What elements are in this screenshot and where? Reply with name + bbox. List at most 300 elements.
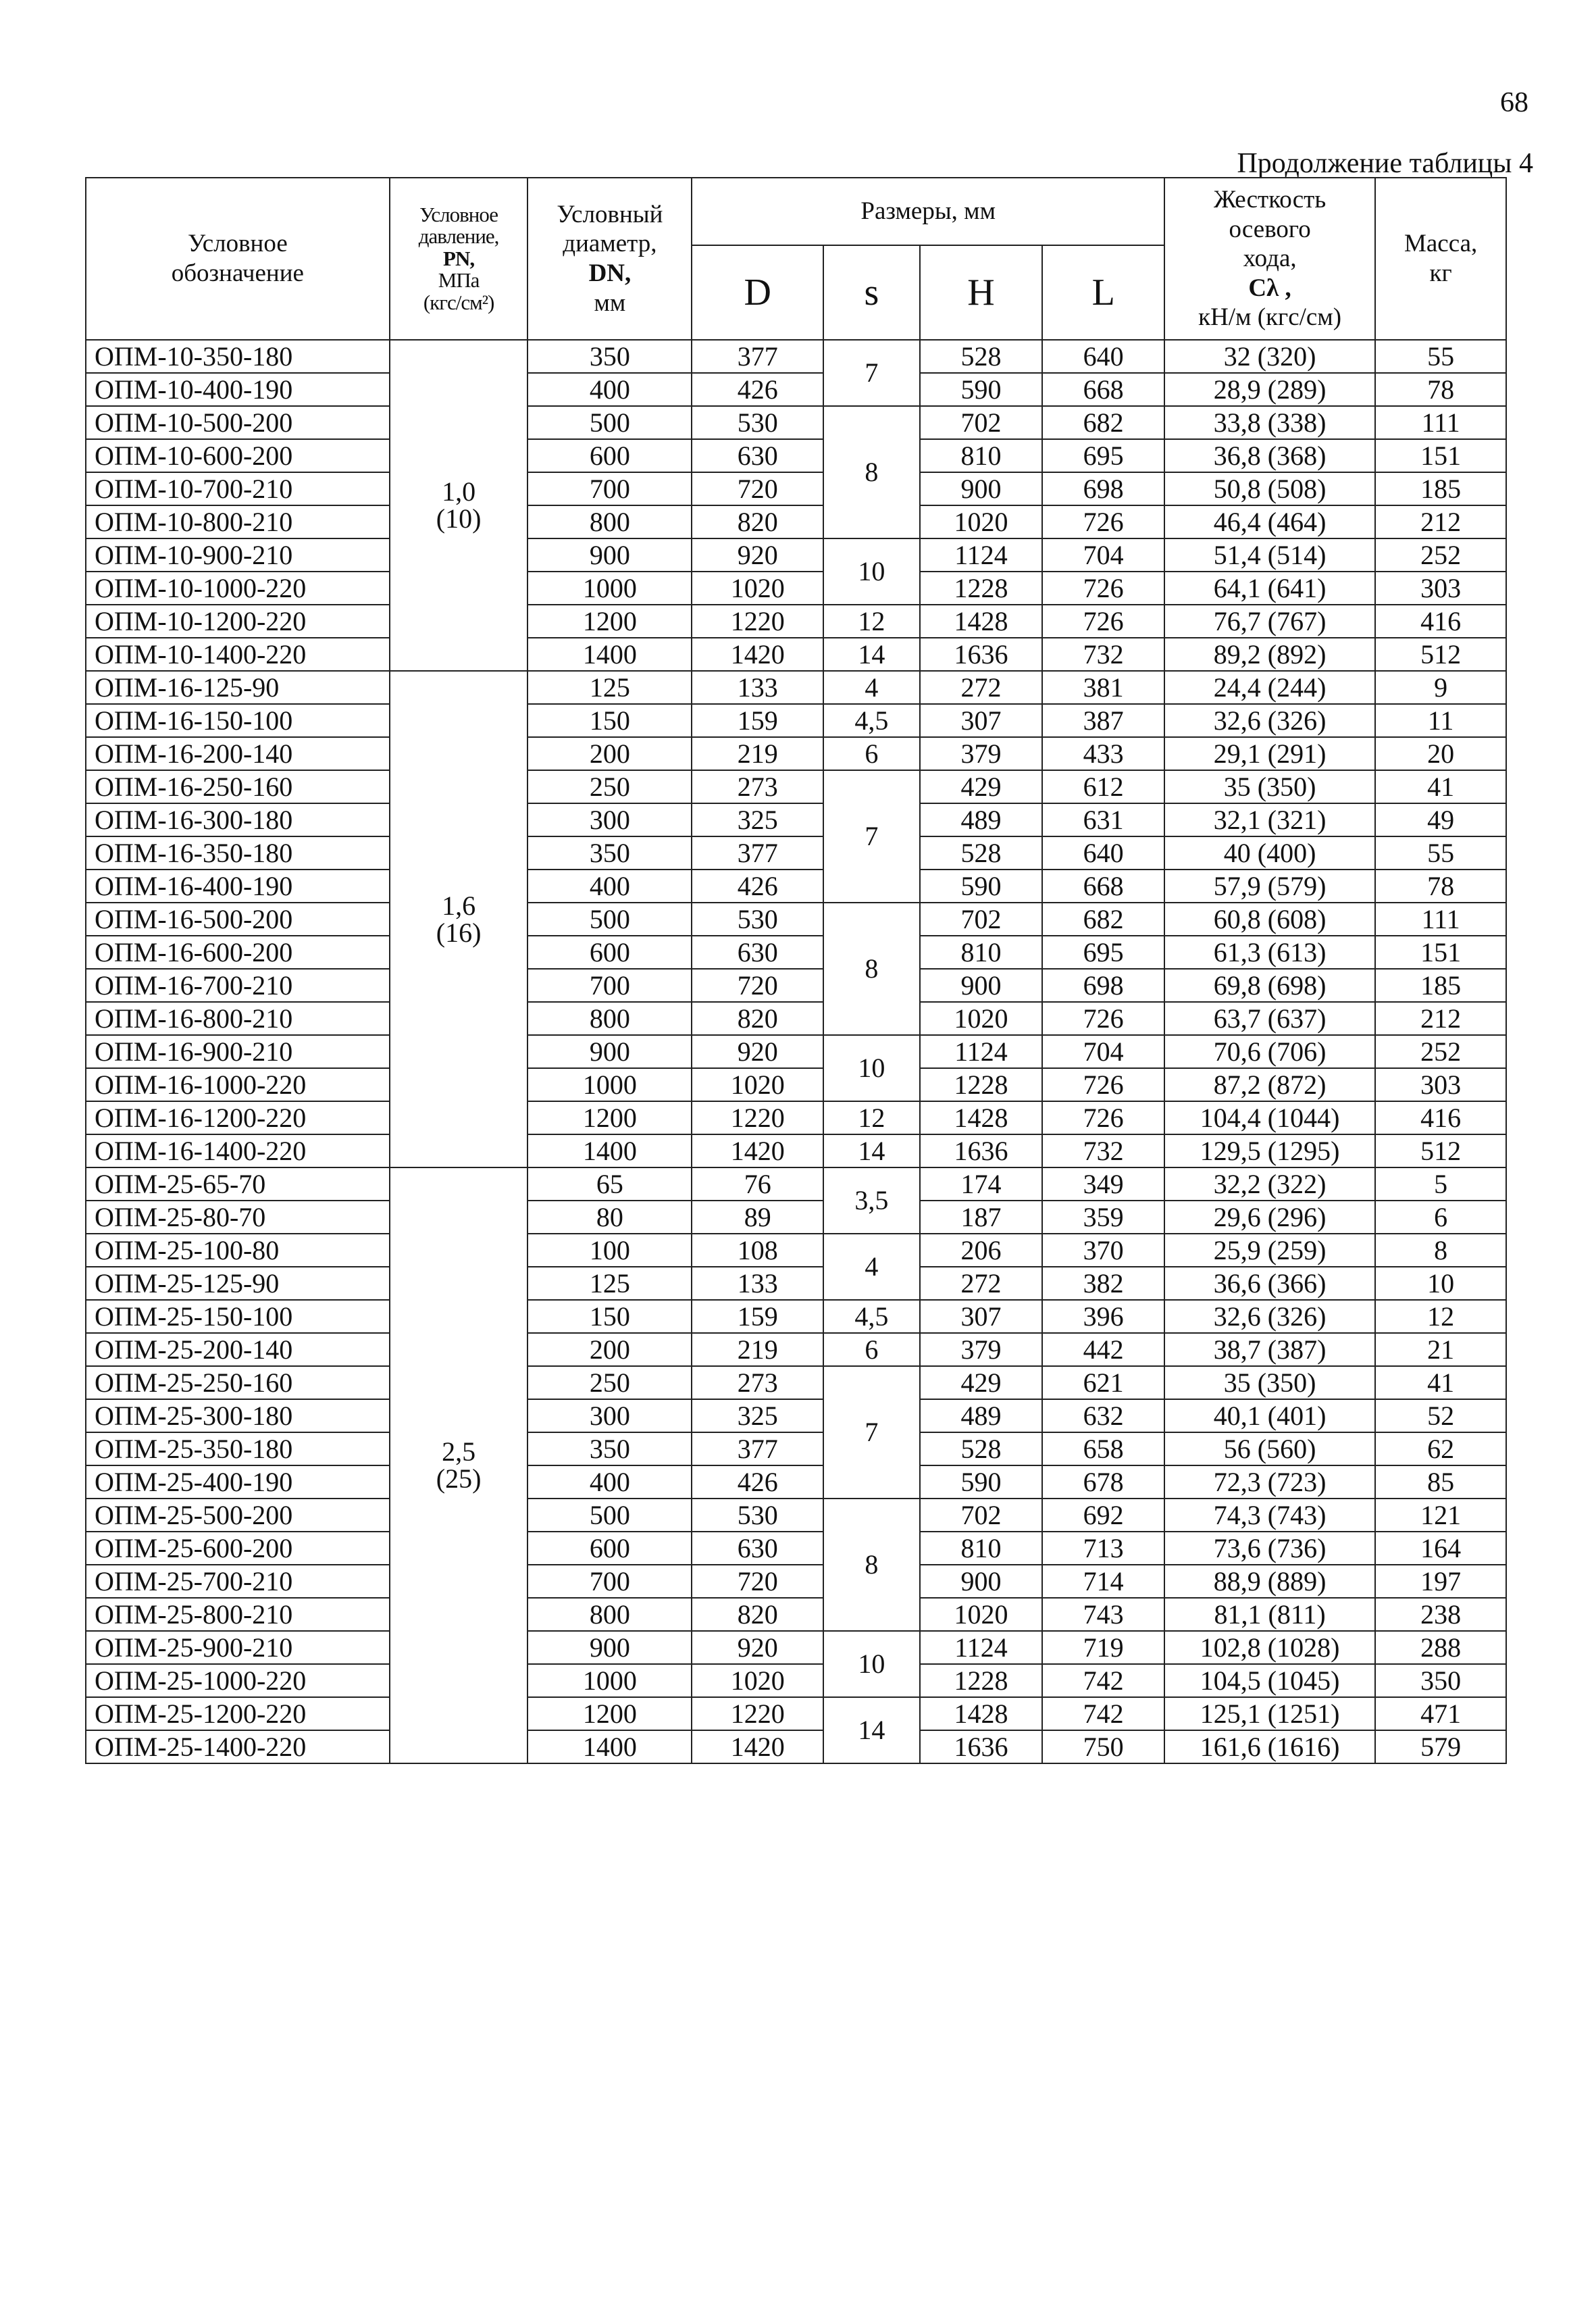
stiffness-cell: 32,6 (326)	[1164, 1300, 1375, 1333]
l-cell: 678	[1042, 1465, 1164, 1499]
stiffness-cell: 40 (400)	[1164, 836, 1375, 870]
l-cell: 714	[1042, 1565, 1164, 1598]
s-cell: 8	[823, 903, 920, 1035]
mass-cell: 8	[1375, 1234, 1506, 1267]
stiffness-cell: 161,6 (1616)	[1164, 1730, 1375, 1763]
mass-cell: 9	[1375, 671, 1506, 704]
table-row	[86, 704, 1506, 737]
s-cell: 10	[823, 538, 920, 605]
designation-cell: ОПМ-16-150-100	[86, 704, 390, 737]
stiffness-cell: 51,4 (514)	[1164, 538, 1375, 572]
l-cell: 370	[1042, 1234, 1164, 1267]
mass-cell: 350	[1375, 1664, 1506, 1697]
d-cell: 720	[692, 969, 823, 1002]
designation-cell: ОПМ-16-600-200	[86, 936, 390, 969]
dn-cell: 500	[527, 406, 692, 439]
h-cell: 1636	[920, 638, 1043, 671]
stiffness-cell: 81,1 (811)	[1164, 1598, 1375, 1631]
stiffness-cell: 89,2 (892)	[1164, 638, 1375, 671]
mass-cell: 288	[1375, 1631, 1506, 1664]
header-mass: Масса, кг	[1375, 178, 1506, 340]
mass-cell: 12	[1375, 1300, 1506, 1333]
stiffness-cell: 76,7 (767)	[1164, 605, 1375, 638]
d-cell: 920	[692, 1631, 823, 1664]
dn-cell: 400	[527, 373, 692, 406]
d-cell: 920	[692, 1035, 823, 1068]
dn-cell: 900	[527, 1035, 692, 1068]
h-cell: 429	[920, 770, 1043, 803]
mass-cell: 11	[1375, 704, 1506, 737]
dn-cell: 1200	[527, 605, 692, 638]
h-cell: 900	[920, 969, 1043, 1002]
s-cell: 6	[823, 1333, 920, 1366]
designation-cell: ОПМ-10-1400-220	[86, 638, 390, 671]
l-cell: 695	[1042, 439, 1164, 472]
s-cell: 4,5	[823, 704, 920, 737]
dn-cell: 1400	[527, 638, 692, 671]
dn-cell: 600	[527, 936, 692, 969]
table-row	[86, 1134, 1506, 1167]
l-cell: 631	[1042, 803, 1164, 836]
table-row	[86, 1201, 1506, 1234]
mass-cell: 111	[1375, 903, 1506, 936]
header-dimensions: Размеры, мм	[692, 178, 1164, 245]
table-row	[86, 572, 1506, 605]
h-cell: 272	[920, 671, 1043, 704]
dn-cell: 400	[527, 870, 692, 903]
dn-cell: 125	[527, 671, 692, 704]
s-cell: 7	[823, 770, 920, 903]
d-cell: 720	[692, 1565, 823, 1598]
dn-cell: 65	[527, 1167, 692, 1201]
dn-cell: 150	[527, 704, 692, 737]
mass-cell: 185	[1375, 472, 1506, 505]
mass-cell: 41	[1375, 1366, 1506, 1399]
dn-cell: 1200	[527, 1697, 692, 1730]
d-cell: 273	[692, 1366, 823, 1399]
mass-cell: 416	[1375, 605, 1506, 638]
dn-cell: 80	[527, 1201, 692, 1234]
mass-cell: 49	[1375, 803, 1506, 836]
l-cell: 682	[1042, 406, 1164, 439]
h-cell: 1428	[920, 605, 1043, 638]
d-cell: 1420	[692, 1134, 823, 1167]
d-cell: 530	[692, 1499, 823, 1532]
d-cell: 1220	[692, 1101, 823, 1134]
dn-cell: 400	[527, 1465, 692, 1499]
dn-cell: 200	[527, 1333, 692, 1366]
table-row	[86, 1366, 1506, 1399]
s-cell: 4,5	[823, 1300, 920, 1333]
header-dim-s: s	[823, 245, 920, 340]
l-cell: 726	[1042, 1068, 1164, 1101]
l-cell: 713	[1042, 1532, 1164, 1565]
h-cell: 206	[920, 1234, 1043, 1267]
designation-cell: ОПМ-25-1200-220	[86, 1697, 390, 1730]
d-cell: 530	[692, 406, 823, 439]
h-cell: 1636	[920, 1730, 1043, 1763]
designation-cell: ОПМ-10-700-210	[86, 472, 390, 505]
mass-cell: 6	[1375, 1201, 1506, 1234]
stiffness-cell: 28,9 (289)	[1164, 373, 1375, 406]
table-body	[86, 340, 1506, 1763]
stiffness-cell: 32,6 (326)	[1164, 704, 1375, 737]
h-cell: 900	[920, 1565, 1043, 1598]
l-cell: 695	[1042, 936, 1164, 969]
l-cell: 668	[1042, 373, 1164, 406]
designation-cell: ОПМ-10-1000-220	[86, 572, 390, 605]
d-cell: 325	[692, 803, 823, 836]
mass-cell: 85	[1375, 1465, 1506, 1499]
designation-cell: ОПМ-25-80-70	[86, 1201, 390, 1234]
d-cell: 1020	[692, 1068, 823, 1101]
dn-cell: 800	[527, 1002, 692, 1035]
mass-cell: 121	[1375, 1499, 1506, 1532]
d-cell: 325	[692, 1399, 823, 1432]
h-cell: 379	[920, 737, 1043, 770]
mass-cell: 212	[1375, 505, 1506, 538]
stiffness-cell: 73,6 (736)	[1164, 1532, 1375, 1565]
table-row	[86, 1267, 1506, 1300]
d-cell: 820	[692, 1002, 823, 1035]
mass-cell: 55	[1375, 340, 1506, 373]
d-cell: 219	[692, 737, 823, 770]
l-cell: 704	[1042, 1035, 1164, 1068]
s-cell: 4	[823, 1234, 920, 1300]
h-cell: 590	[920, 870, 1043, 903]
table-row	[86, 1167, 1506, 1201]
designation-cell: ОПМ-10-900-210	[86, 538, 390, 572]
d-cell: 273	[692, 770, 823, 803]
s-cell: 12	[823, 1101, 920, 1134]
h-cell: 900	[920, 472, 1043, 505]
d-cell: 630	[692, 439, 823, 472]
d-cell: 1420	[692, 638, 823, 671]
pressure-cell	[390, 340, 528, 671]
s-cell: 14	[823, 638, 920, 671]
table-row	[86, 1730, 1506, 1763]
d-cell: 159	[692, 704, 823, 737]
l-cell: 658	[1042, 1432, 1164, 1465]
s-cell: 7	[823, 1366, 920, 1499]
stiffness-cell: 25,9 (259)	[1164, 1234, 1375, 1267]
dn-cell: 800	[527, 1598, 692, 1631]
mass-cell: 111	[1375, 406, 1506, 439]
dn-cell: 350	[527, 1432, 692, 1465]
h-cell: 1020	[920, 505, 1043, 538]
stiffness-cell: 32 (320)	[1164, 340, 1375, 373]
dn-cell: 1000	[527, 1664, 692, 1697]
d-cell: 1020	[692, 1664, 823, 1697]
d-cell: 820	[692, 1598, 823, 1631]
h-cell: 174	[920, 1167, 1043, 1201]
stiffness-cell: 64,1 (641)	[1164, 572, 1375, 605]
table-row	[86, 638, 1506, 671]
h-cell: 379	[920, 1333, 1043, 1366]
designation-cell: ОПМ-25-250-160	[86, 1366, 390, 1399]
designation-cell: ОПМ-16-250-160	[86, 770, 390, 803]
d-cell: 1020	[692, 572, 823, 605]
s-cell: 14	[823, 1134, 920, 1167]
table-row	[86, 1300, 1506, 1333]
d-cell: 76	[692, 1167, 823, 1201]
stiffness-cell: 63,7 (637)	[1164, 1002, 1375, 1035]
pressure-cell	[390, 671, 528, 1167]
table-row	[86, 1035, 1506, 1068]
dn-cell: 300	[527, 1399, 692, 1432]
stiffness-cell: 74,3 (743)	[1164, 1499, 1375, 1532]
table-row	[86, 870, 1506, 903]
l-cell: 612	[1042, 770, 1164, 803]
dn-cell: 900	[527, 538, 692, 572]
h-cell: 1124	[920, 538, 1043, 572]
l-cell: 668	[1042, 870, 1164, 903]
s-cell: 8	[823, 1499, 920, 1631]
mass-cell: 303	[1375, 572, 1506, 605]
header-designation: Условное обозначение	[86, 178, 390, 340]
mass-cell: 212	[1375, 1002, 1506, 1035]
dn-cell: 500	[527, 1499, 692, 1532]
designation-cell: ОПМ-25-125-90	[86, 1267, 390, 1300]
stiffness-cell: 38,7 (387)	[1164, 1333, 1375, 1366]
table-row	[86, 472, 1506, 505]
l-cell: 726	[1042, 572, 1164, 605]
designation-cell: ОПМ-16-700-210	[86, 969, 390, 1002]
h-cell: 1228	[920, 1068, 1043, 1101]
designation-cell: ОПМ-10-800-210	[86, 505, 390, 538]
stiffness-cell: 35 (350)	[1164, 770, 1375, 803]
header-pressure: Условное давление, PN, МПа (кгс/см²)	[390, 178, 528, 340]
table-row	[86, 671, 1506, 704]
l-cell: 349	[1042, 1167, 1164, 1201]
designation-cell: ОПМ-25-900-210	[86, 1631, 390, 1664]
stiffness-cell: 56 (560)	[1164, 1432, 1375, 1465]
dn-cell: 1400	[527, 1730, 692, 1763]
s-cell: 7	[823, 340, 920, 406]
mass-cell: 252	[1375, 1035, 1506, 1068]
l-cell: 382	[1042, 1267, 1164, 1300]
mass-cell: 55	[1375, 836, 1506, 870]
d-cell: 133	[692, 1267, 823, 1300]
table-row	[86, 538, 1506, 572]
designation-cell: ОПМ-25-300-180	[86, 1399, 390, 1432]
header-diameter: Условный диаметр, DN, мм	[527, 178, 692, 340]
dn-cell: 350	[527, 340, 692, 373]
table-row	[86, 1234, 1506, 1267]
designation-cell: ОПМ-25-200-140	[86, 1333, 390, 1366]
s-cell: 10	[823, 1631, 920, 1697]
stiffness-cell: 46,4 (464)	[1164, 505, 1375, 538]
table-row	[86, 373, 1506, 406]
l-cell: 359	[1042, 1201, 1164, 1234]
designation-cell: ОПМ-25-100-80	[86, 1234, 390, 1267]
designation-cell: ОПМ-16-800-210	[86, 1002, 390, 1035]
stiffness-cell: 32,2 (322)	[1164, 1167, 1375, 1201]
pressure-value: (16)	[436, 917, 482, 948]
designation-cell: ОПМ-16-200-140	[86, 737, 390, 770]
h-cell: 528	[920, 1432, 1043, 1465]
l-cell: 682	[1042, 903, 1164, 936]
designation-cell: ОПМ-10-1200-220	[86, 605, 390, 638]
h-cell: 272	[920, 1267, 1043, 1300]
table-row	[86, 903, 1506, 936]
l-cell: 698	[1042, 969, 1164, 1002]
mass-cell: 471	[1375, 1697, 1506, 1730]
designation-cell: ОПМ-16-1000-220	[86, 1068, 390, 1101]
dn-cell: 200	[527, 737, 692, 770]
dn-cell: 1200	[527, 1101, 692, 1134]
page-number: 68	[1500, 87, 1528, 118]
d-cell: 1220	[692, 1697, 823, 1730]
dn-cell: 700	[527, 1565, 692, 1598]
h-cell: 489	[920, 803, 1043, 836]
mass-cell: 416	[1375, 1101, 1506, 1134]
s-cell: 3,5	[823, 1167, 920, 1234]
dn-cell: 700	[527, 472, 692, 505]
dn-cell: 350	[527, 836, 692, 870]
h-cell: 307	[920, 1300, 1043, 1333]
designation-cell: ОПМ-16-500-200	[86, 903, 390, 936]
stiffness-cell: 24,4 (244)	[1164, 671, 1375, 704]
pressure-value: 2,5	[442, 1436, 476, 1467]
l-cell: 704	[1042, 538, 1164, 572]
d-cell: 1420	[692, 1730, 823, 1763]
mass-cell: 78	[1375, 373, 1506, 406]
l-cell: 698	[1042, 472, 1164, 505]
designation-cell: ОПМ-25-600-200	[86, 1532, 390, 1565]
h-cell: 489	[920, 1399, 1043, 1432]
l-cell: 640	[1042, 340, 1164, 373]
d-cell: 219	[692, 1333, 823, 1366]
stiffness-cell: 57,9 (579)	[1164, 870, 1375, 903]
l-cell: 433	[1042, 737, 1164, 770]
designation-cell: ОПМ-16-300-180	[86, 803, 390, 836]
mass-cell: 197	[1375, 1565, 1506, 1598]
h-cell: 702	[920, 1499, 1043, 1532]
d-cell: 377	[692, 836, 823, 870]
stiffness-cell: 60,8 (608)	[1164, 903, 1375, 936]
header-dim-l: L	[1042, 245, 1164, 340]
l-cell: 742	[1042, 1664, 1164, 1697]
stiffness-cell: 36,8 (368)	[1164, 439, 1375, 472]
stiffness-cell: 36,6 (366)	[1164, 1267, 1375, 1300]
designation-cell: ОПМ-25-800-210	[86, 1598, 390, 1631]
table-row	[86, 340, 1506, 373]
designation-cell: ОПМ-16-1400-220	[86, 1134, 390, 1167]
stiffness-cell: 104,4 (1044)	[1164, 1101, 1375, 1134]
stiffness-cell: 35 (350)	[1164, 1366, 1375, 1399]
table-row	[86, 1565, 1506, 1598]
h-cell: 1020	[920, 1598, 1043, 1631]
d-cell: 159	[692, 1300, 823, 1333]
s-cell: 6	[823, 737, 920, 770]
stiffness-cell: 50,8 (508)	[1164, 472, 1375, 505]
h-cell: 1020	[920, 1002, 1043, 1035]
stiffness-cell: 69,8 (698)	[1164, 969, 1375, 1002]
pressure-value: (25)	[436, 1463, 482, 1494]
d-cell: 426	[692, 373, 823, 406]
dn-cell: 700	[527, 969, 692, 1002]
stiffness-cell: 40,1 (401)	[1164, 1399, 1375, 1432]
h-cell: 810	[920, 936, 1043, 969]
designation-cell: ОПМ-10-500-200	[86, 406, 390, 439]
l-cell: 387	[1042, 704, 1164, 737]
pressure-value: (10)	[436, 503, 482, 534]
h-cell: 528	[920, 340, 1043, 373]
table-row	[86, 1002, 1506, 1035]
l-cell: 640	[1042, 836, 1164, 870]
table-header	[86, 178, 1506, 340]
l-cell: 632	[1042, 1399, 1164, 1432]
d-cell: 630	[692, 1532, 823, 1565]
stiffness-cell: 29,1 (291)	[1164, 737, 1375, 770]
d-cell: 530	[692, 903, 823, 936]
d-cell: 426	[692, 1465, 823, 1499]
header-stiffness: Жесткость осевого хода, Cλ , кН/м (кгс/см)	[1164, 178, 1375, 340]
l-cell: 750	[1042, 1730, 1164, 1763]
mass-cell: 185	[1375, 969, 1506, 1002]
h-cell: 702	[920, 406, 1043, 439]
dn-cell: 1400	[527, 1134, 692, 1167]
designation-cell: ОПМ-10-600-200	[86, 439, 390, 472]
h-cell: 1428	[920, 1697, 1043, 1730]
mass-cell: 303	[1375, 1068, 1506, 1101]
designation-cell: ОПМ-16-400-190	[86, 870, 390, 903]
table-row	[86, 1532, 1506, 1565]
designation-cell: ОПМ-25-500-200	[86, 1499, 390, 1532]
dn-cell: 600	[527, 1532, 692, 1565]
h-cell: 528	[920, 836, 1043, 870]
h-cell: 1124	[920, 1035, 1043, 1068]
table-row	[86, 1068, 1506, 1101]
table-row	[86, 737, 1506, 770]
designation-cell: ОПМ-16-125-90	[86, 671, 390, 704]
s-cell: 10	[823, 1035, 920, 1101]
l-cell: 726	[1042, 1101, 1164, 1134]
table-row	[86, 605, 1506, 638]
table-row	[86, 936, 1506, 969]
stiffness-cell: 87,2 (872)	[1164, 1068, 1375, 1101]
d-cell: 630	[692, 936, 823, 969]
h-cell: 810	[920, 1532, 1043, 1565]
stiffness-cell: 33,8 (338)	[1164, 406, 1375, 439]
dn-cell: 500	[527, 903, 692, 936]
table-row	[86, 1465, 1506, 1499]
designation-cell: ОПМ-10-400-190	[86, 373, 390, 406]
dn-cell: 100	[527, 1234, 692, 1267]
l-cell: 621	[1042, 1366, 1164, 1399]
designation-cell: ОПМ-10-350-180	[86, 340, 390, 373]
mass-cell: 62	[1375, 1432, 1506, 1465]
s-cell: 12	[823, 605, 920, 638]
dn-cell: 600	[527, 439, 692, 472]
dn-cell: 1000	[527, 572, 692, 605]
stiffness-cell: 70,6 (706)	[1164, 1035, 1375, 1068]
l-cell: 732	[1042, 1134, 1164, 1167]
designation-cell: ОПМ-25-150-100	[86, 1300, 390, 1333]
l-cell: 742	[1042, 1697, 1164, 1730]
stiffness-cell: 72,3 (723)	[1164, 1465, 1375, 1499]
l-cell: 726	[1042, 1002, 1164, 1035]
table-row	[86, 406, 1506, 439]
l-cell: 442	[1042, 1333, 1164, 1366]
mass-cell: 512	[1375, 638, 1506, 671]
mass-cell: 78	[1375, 870, 1506, 903]
d-cell: 377	[692, 1432, 823, 1465]
l-cell: 692	[1042, 1499, 1164, 1532]
d-cell: 89	[692, 1201, 823, 1234]
mass-cell: 10	[1375, 1267, 1506, 1300]
